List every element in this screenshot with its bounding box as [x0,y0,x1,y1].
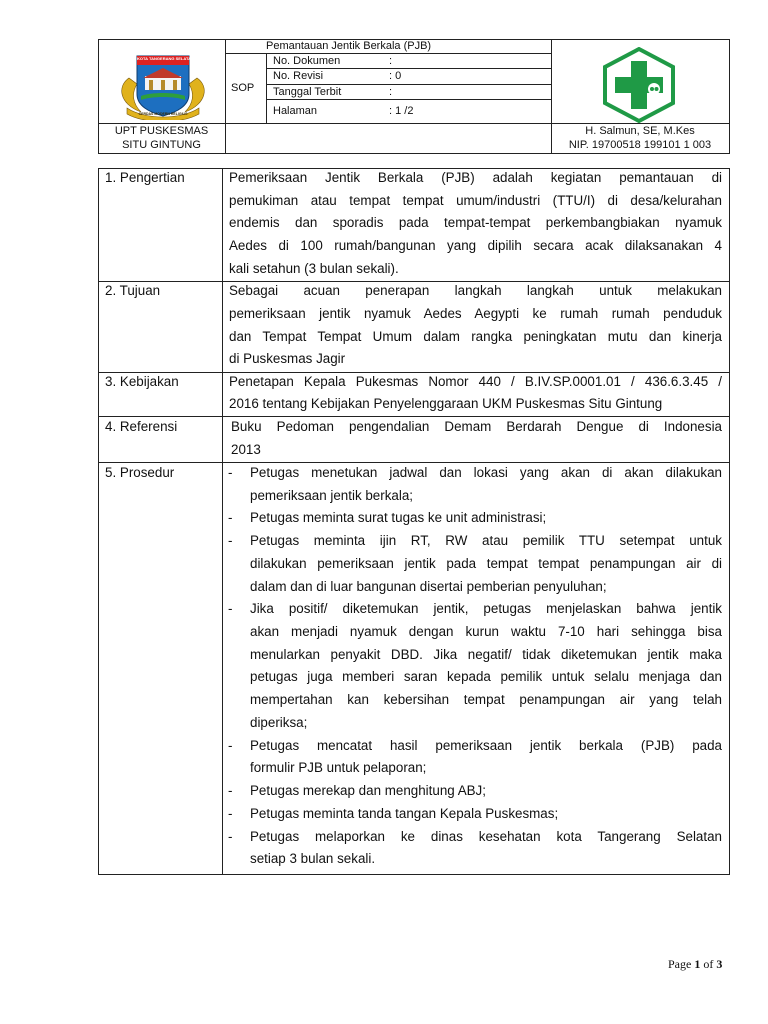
org-name: UPT PUSKESMAS [114,125,209,137]
section-label-prosedur: 5. Prosedur [105,465,175,480]
doc-title: Pemantauan Jentik Berkala (PJB) [266,40,432,52]
doc-field-value: : [389,86,393,98]
bullet-dash: - [228,465,233,480]
doc-field-label: Tanggal Terbit [273,86,342,98]
doc-type-label: SOP [231,82,255,94]
section-text-line: Petugas melaporkan ke dinas kesehatan kota Tangerang Selatan [250,829,722,844]
section-text-line: 2013 [231,442,261,457]
section-text-line: Jika positif/ diketemukan jentik, petugas menjelaskan bahwa jentik [250,601,722,616]
bullet-dash: - [228,601,233,616]
section-text-line: menularkan penyakit DBD. Jika negatif/ tidak diketemukan jentik maka [250,647,722,662]
section-text-line: 2016 tentang Kebijakan Penyelenggaraan UKM Puskesmas Situ Gintung [229,396,663,411]
doc-field-value: : 1 /2 [389,105,414,117]
doc-field-value: : 0 [389,70,402,82]
doc-field-label: No. Revisi [273,70,324,82]
section-text-line: Pemeriksaan Jentik Berkala (PJB) adalah kegiatan pemantauan di [229,170,722,185]
section-text-line: Petugas meminta tanda tangan Kepala Puskesmas; [250,806,559,821]
section-label-referensi: 4. Referensi [105,419,178,434]
section-text-line: Petugas meminta surat tugas ke unit administrasi; [250,510,547,525]
page-word: Page [668,957,692,971]
section-text-line: endemis dan sporadis pada tempat-tempat perkembangbiakan nyamuk [229,215,722,230]
page-of: of [703,957,714,971]
section-text-line: dalam dan di luar bangunan disertai pemberian penyuluhan; [250,579,607,594]
page-current: 1 [694,957,701,971]
section-text-line: pemeriksaan jentik berkala; [250,488,414,503]
bullet-dash: - [228,829,233,844]
section-text-line: Aedes di 100 rumah/bangunan yang dipilih secara acak dilaksanakan 4 [229,238,722,253]
city-logo-motto: CERDAS MODERN RELIGIUS [138,112,188,116]
section-label-kebijakan: 3. Kebijakan [105,374,179,389]
section-text-line: Buku Pedoman pengendalian Demam Berdarah Dengue di Indonesia [231,419,722,434]
section-label-pengertian: 1. Pengertian [105,170,185,185]
puskesmas-logo [599,47,679,123]
section-text-line: petugas juga memberi saran kepada pemilik untuk selalu menjaga dan [250,669,722,684]
section-text-line: pemeriksaan jentik nyamuk Aedes Aegypti ke rumah rumah penduduk [229,306,722,321]
section-text-line: kali setahun (3 bulan sekali). [229,261,399,276]
bullet-dash: - [228,738,233,753]
section-text-line: Petugas mencatat hasil pemeriksaan jentik berkala (PJB) pada [250,738,722,753]
bullet-dash: - [228,806,233,821]
section-text-line: Penetapan Kepala Pukesmas Nomor 440 / B.IV.SP.0001.01 / 436.6.3.45 / [229,374,722,389]
page-total: 3 [716,957,723,971]
page-number [668,958,722,970]
section-text-line: Sebagai acuan penerapan langkah langkah untuk melakukan [229,283,722,298]
doc-field-value: : [389,55,393,67]
section-text-line: akan menjadi nyamuk dengan kurun waktu 7-10 hari sehingga bisa [250,624,722,639]
section-label-tujuan: 2. Tujuan [105,283,161,298]
section-text-line: di Puskesmas Jagir [229,351,346,366]
section-text-line: diperiksa; [250,715,308,730]
city-logo-title: KOTA TANGERANG SELATAN [137,56,194,61]
bullet-dash: - [228,533,233,548]
doc-field-label: Halaman [273,105,318,117]
section-text-line: formulir PJB untuk pelaporan; [250,760,427,775]
section-text-line: mempertahan kan kebersihan tempat penampungan air yang telah [250,692,722,707]
section-text-line: pemukiman atau tempat tempat umum/industri (TTU/I) di desa/kelurahan [229,193,722,208]
city-logo [115,48,211,120]
bullet-dash: - [228,510,233,525]
section-text-line: Petugas meminta ijin RT, RW atau pemilik TTU setempat untuk [250,533,722,548]
signatory-nip: NIP. 19700518 199101 1 003 [568,139,712,151]
section-text-line: dan Tempat Tempat Umum dalam rangka peningkatan mutu dan kinerja [229,329,722,344]
section-text-line: dilakukan pemeriksaan jentik pada tempat tempat penampungan air di [250,556,722,571]
section-text-line: Petugas merekap dan menghitung ABJ; [250,783,486,798]
section-text-line: Petugas menetukan jadwal dan lokasi yang akan di akan dilakukan [250,465,722,480]
signatory-name: H. Salmun, SE, M.Kes [585,125,695,137]
doc-field-label: No. Dokumen [273,55,341,67]
bullet-dash: - [228,783,233,798]
section-text-line: setiap 3 bulan sekali. [250,851,376,866]
org-name: SITU GINTUNG [122,139,201,151]
